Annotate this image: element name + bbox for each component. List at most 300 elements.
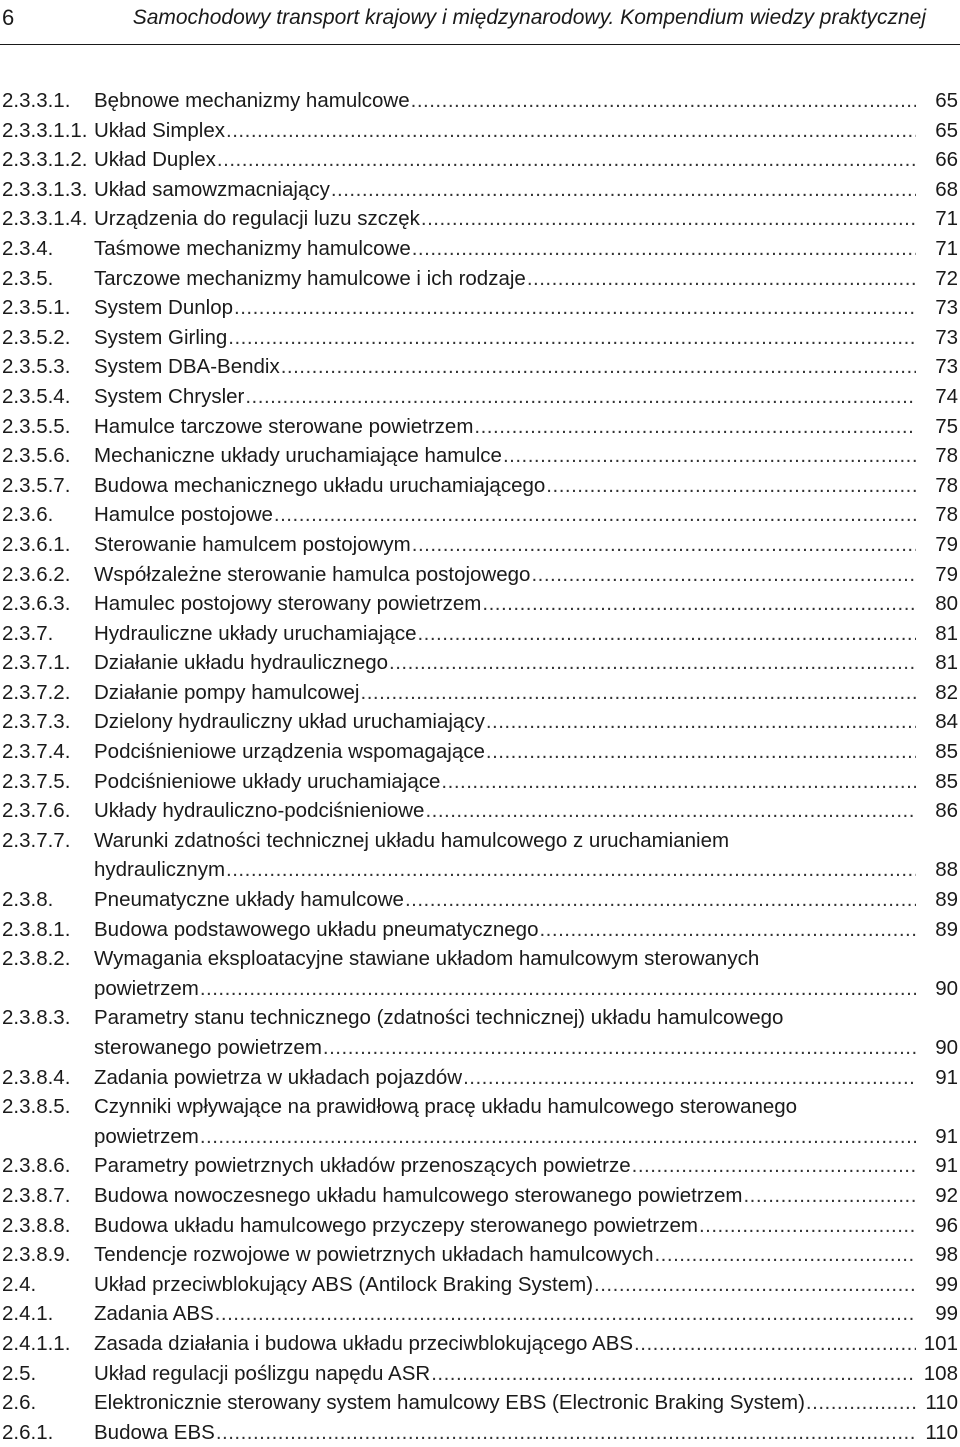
toc-entry-body [94, 471, 916, 501]
dot-leader [389, 648, 916, 678]
toc-entry-page: 78 [935, 473, 958, 497]
toc-entry-title: Urządzenia do regulacji luzu szczęk [94, 207, 420, 231]
dot-leader [274, 500, 916, 530]
toc-entry-title: Parametry powietrznych układów przenoszących powietrze [94, 1154, 631, 1178]
toc-entry-leader-line [94, 1033, 916, 1063]
toc-entry-number: 2.6.1. [2, 1420, 54, 1444]
dot-leader [421, 204, 916, 234]
toc-entry-body [94, 796, 916, 826]
toc-entry-page: 96 [935, 1213, 958, 1237]
toc-entry-number: 2.3.3.1.2. [2, 148, 88, 172]
dot-leader [503, 441, 916, 471]
toc-entry-body [94, 1359, 916, 1389]
toc-entry-title: Sterowanie hamulcem postojowym [94, 532, 411, 556]
toc-entry-page: 89 [935, 888, 958, 912]
toc-entry-body [94, 1270, 916, 1300]
toc-entry [0, 352, 958, 382]
running-header [0, 0, 960, 45]
toc-entry-title-line: Warunki zdatności technicznej układu hamulcowego z uruchamianiem [94, 828, 730, 852]
toc-entry [0, 1299, 958, 1329]
toc-entry-number: 2.3.8.9. [2, 1243, 71, 1267]
toc-entry [0, 796, 958, 826]
dot-leader [216, 1418, 916, 1447]
toc-entry-number: 2.3.5. [2, 266, 54, 290]
dot-leader [331, 175, 916, 205]
toc-entry-body [94, 1181, 916, 1211]
toc-entry-leader-line [94, 1270, 916, 1300]
toc-entry-leader-line [94, 204, 916, 234]
toc-entry-page: 86 [935, 799, 958, 823]
toc-entry-title: Układ Duplex [94, 148, 216, 172]
toc-entry-title: System Dunlop [94, 296, 234, 320]
toc-entry [0, 175, 958, 205]
toc-entry-title: Bębnowe mechanizmy hamulcowe [94, 89, 410, 112]
toc-entry-leader-line [94, 175, 916, 205]
toc-entry-number: 2.3.7. [2, 621, 54, 645]
toc-entry-number: 2.4.1.1. [2, 1331, 71, 1355]
toc-entry-number: 2.3.7.3. [2, 710, 71, 734]
toc-entry-page: 108 [923, 1361, 958, 1385]
toc-entry-page: 73 [935, 296, 958, 320]
toc-entry-title: Budowa układu hamulcowego przyczepy sterowanego powietrzem [94, 1213, 698, 1237]
dot-leader [425, 796, 916, 826]
toc-entry-body [94, 293, 916, 323]
dot-leader [594, 1270, 916, 1300]
toc-entry-page: 98 [935, 1243, 958, 1267]
toc-entry-number: 2.3.7.7. [2, 828, 71, 852]
toc-entry-leader-line [94, 707, 916, 737]
toc-entry-page: 75 [935, 414, 958, 438]
toc-entry-leader-line [94, 619, 916, 649]
toc-entry-title: Hydrauliczne układy uruchamiające [94, 621, 417, 645]
toc-entry-page: 88 [935, 858, 958, 882]
dot-leader [463, 1063, 916, 1093]
dot-leader [474, 412, 916, 442]
toc-entry-number: 2.3.7.6. [2, 799, 71, 823]
toc-entry-title: Tarczowe mechanizmy hamulcowe i ich rodzaje [94, 266, 526, 290]
dot-leader [200, 974, 916, 1004]
toc-entry-leader-line [94, 1211, 916, 1241]
toc-entry-title: System Chrysler [94, 384, 245, 408]
toc-entry-body [94, 1092, 916, 1151]
toc-entry-title: Układ regulacji poślizgu napędu ASR [94, 1361, 431, 1385]
toc-entry [0, 530, 958, 560]
toc-entry-title: sterowanego powietrzem [94, 1036, 322, 1059]
toc-entry [0, 500, 958, 530]
toc-entry [0, 264, 958, 294]
toc-entry-number: 2.3.6. [2, 503, 54, 527]
toc-entry-page: 81 [935, 651, 958, 675]
toc-entry-body [94, 1299, 916, 1329]
toc-entry [0, 412, 958, 442]
dot-leader [417, 619, 916, 649]
toc-entry-leader-line [94, 1122, 916, 1152]
toc-entry-number: 2.3.3.1.1. [2, 118, 88, 142]
toc-entry-page: 79 [935, 532, 958, 556]
toc-entry-number: 2.3.4. [2, 236, 54, 260]
toc-entry-page: 78 [935, 444, 958, 468]
toc-entry-number: 2.4.1. [2, 1302, 54, 1326]
toc-entry-number: 2.5. [2, 1361, 37, 1385]
page-number: 6 [2, 5, 15, 30]
toc-entry [0, 1418, 958, 1447]
toc-entry-page: 71 [935, 236, 958, 260]
toc-entry-leader-line [94, 855, 916, 885]
toc-entry-leader-line [94, 1418, 916, 1447]
toc-entry-page: 101 [923, 1331, 958, 1355]
toc-entry-leader-line [94, 589, 916, 619]
toc-entry-number: 2.4. [2, 1272, 37, 1296]
toc-entry-body [94, 619, 916, 649]
toc-entry-leader-line [94, 145, 916, 175]
toc-entry-leader-line [94, 293, 916, 323]
toc-entry-body [94, 1003, 916, 1062]
toc-entry-body [94, 323, 916, 353]
toc-entry-title: Układ przeciwblokujący ABS (Antilock Braking System) [94, 1272, 594, 1296]
toc-entry-number: 2.3.6.3. [2, 592, 71, 616]
toc-entry [0, 826, 958, 885]
toc-entry-body [94, 412, 916, 442]
toc-entry [0, 1359, 958, 1389]
toc-entry-title: Zasada działania i budowa układu przeciwblokującego ABS [94, 1331, 634, 1355]
dot-leader [217, 145, 916, 175]
toc-entry-page: 92 [935, 1183, 958, 1207]
toc-entry-leader-line [94, 116, 916, 146]
toc-entry [0, 944, 958, 1003]
toc-entry-number: 2.3.3.1.4. [2, 207, 88, 231]
toc-entry-title: Dzielony hydrauliczny układ uruchamiający [94, 710, 485, 734]
toc-entry-leader-line [94, 234, 916, 264]
toc-entry-number: 2.3.3.1. [2, 89, 71, 112]
toc-entry-body [94, 441, 916, 471]
toc-entry-page: 99 [935, 1302, 958, 1326]
toc-entry [0, 678, 958, 708]
toc-entry-number: 2.3.8.2. [2, 947, 71, 971]
toc-entry-leader-line [94, 678, 916, 708]
toc-entry-page: 80 [935, 592, 958, 616]
dot-leader [486, 737, 916, 767]
toc-entry-title: Układ samowzmacniający [94, 177, 330, 201]
toc-entry-body [94, 204, 916, 234]
toc-entry-leader-line [94, 1151, 916, 1181]
toc-entry [0, 441, 958, 471]
toc-entry-page: 71 [935, 207, 958, 231]
toc-entry-leader-line [94, 767, 916, 797]
dot-leader [441, 767, 916, 797]
toc-entry-title: Mechaniczne układy uruchamiające hamulce [94, 444, 502, 468]
toc-entry [0, 589, 958, 619]
toc-entry-leader-line [94, 382, 916, 412]
toc-entry-leader-line [94, 560, 916, 590]
toc-entry-title: Elektronicznie sterowany system hamulcowy EBS (Electronic Braking System) [94, 1391, 805, 1415]
toc-entry [0, 1181, 958, 1211]
toc-entry-title: Działanie układu hydraulicznego [94, 651, 389, 675]
toc-entry-title: Tendencje rozwojowe w powietrznych układach hamulcowych [94, 1243, 654, 1267]
toc-entry-page: 99 [935, 1272, 958, 1296]
dot-leader [200, 1122, 916, 1152]
toc-entry-page: 110 [925, 1391, 958, 1415]
toc-entry-page: 82 [935, 680, 958, 704]
dot-leader [806, 1388, 916, 1418]
toc-entry-number: 2.6. [2, 1391, 37, 1415]
toc-entry [0, 323, 958, 353]
dot-leader [527, 264, 916, 294]
toc-entry-leader-line [94, 441, 916, 471]
toc-entry-leader-line [94, 352, 916, 382]
toc-entry-leader-line [94, 885, 916, 915]
dot-leader [539, 915, 916, 945]
toc-entry [0, 471, 958, 501]
toc-entry-number: 2.3.7.2. [2, 680, 71, 704]
toc-entry [0, 1092, 958, 1151]
toc-entry-body [94, 86, 916, 116]
toc-entry-body [94, 1063, 916, 1093]
toc-entry-body [94, 116, 916, 146]
toc-entry [0, 1329, 958, 1359]
toc-entry-leader-line [94, 796, 916, 826]
toc-entry-number: 2.3.7.1. [2, 651, 71, 675]
toc-entry-title: Układy hydrauliczno-podciśnieniowe [94, 799, 425, 823]
toc-entry [0, 1240, 958, 1270]
toc-entry-title: Podciśnieniowe układy uruchamiające [94, 769, 441, 793]
toc-entry-leader-line [94, 974, 916, 1004]
toc-entry-page: 65 [935, 89, 958, 112]
toc-entry-leader-line [94, 1388, 916, 1418]
toc-entry-number: 2.3.8.1. [2, 917, 71, 941]
dot-leader [226, 855, 916, 885]
toc-entry [0, 707, 958, 737]
toc-entry [0, 1063, 958, 1093]
toc-entry-page: 85 [935, 769, 958, 793]
toc-entry-leader-line [94, 530, 916, 560]
toc-entry-page: 65 [935, 118, 958, 142]
toc-entry-number: 2.3.8.7. [2, 1183, 71, 1207]
toc-entry-title: System Girling [94, 325, 228, 349]
dot-leader [226, 116, 916, 146]
toc-entry-body [94, 944, 916, 1003]
toc-entry-title: Hamulec postojowy sterowany powietrzem [94, 592, 482, 616]
toc-entry-number: 2.3.5.2. [2, 325, 71, 349]
toc-entry-body [94, 1151, 916, 1181]
toc-entry-title: Podciśnieniowe urządzenia wspomagające [94, 740, 485, 764]
toc-entry-body [94, 500, 916, 530]
toc-entry-page: 90 [935, 976, 958, 1000]
toc-entry-body [94, 1211, 916, 1241]
dot-leader [215, 1299, 916, 1329]
toc-entry-page: 72 [935, 266, 958, 290]
toc-entry [0, 234, 958, 264]
dot-leader [411, 86, 916, 116]
toc-entry [0, 145, 958, 175]
toc-entry-page: 85 [935, 740, 958, 764]
toc-entry-leader-line [94, 1359, 916, 1389]
dot-leader [431, 1359, 916, 1389]
toc-entry-leader-line [94, 1240, 916, 1270]
toc-entry [0, 1151, 958, 1181]
toc-entry-body [94, 1329, 916, 1359]
toc-entry [0, 86, 958, 116]
toc-entry-title: Taśmowe mechanizmy hamulcowe [94, 236, 411, 260]
dot-leader [412, 234, 916, 264]
toc-entry-leader-line [94, 1063, 916, 1093]
toc-entry-body [94, 264, 916, 294]
dot-leader [234, 293, 916, 323]
toc-entry-page: 91 [935, 1124, 958, 1148]
toc-entry-number: 2.3.6.1. [2, 532, 71, 556]
toc-entry-body [94, 560, 916, 590]
toc-entry-number: 2.3.5.1. [2, 296, 71, 320]
toc-entry [0, 1003, 958, 1062]
toc-entry-title: hydraulicznym [94, 858, 226, 882]
dot-leader [531, 560, 916, 590]
toc-entry-body [94, 826, 916, 885]
toc-entry-page: 91 [935, 1154, 958, 1178]
toc-entry-body [94, 145, 916, 175]
toc-entry-body [94, 678, 916, 708]
toc-entry-title-line: Parametry stanu technicznego (zdatności technicznej) układu hamulcowego [94, 1006, 784, 1030]
toc-entry-page: 90 [935, 1036, 958, 1059]
dot-leader [228, 323, 916, 353]
toc-entry-title: Hamulce tarczowe sterowane powietrzem [94, 414, 474, 438]
toc-entry-title: Zadania ABS [94, 1302, 214, 1326]
toc-entry-page: 79 [935, 562, 958, 586]
toc-entry-page: 91 [935, 1065, 958, 1089]
toc-entry-page: 110 [925, 1420, 958, 1444]
toc-entry-body [94, 175, 916, 205]
toc-entry-number: 2.3.6.2. [2, 562, 71, 586]
toc-entry-title: Hamulce postojowe [94, 503, 273, 527]
dot-leader [323, 1033, 916, 1063]
toc-entry-page: 73 [935, 325, 958, 349]
toc-entry-body [94, 885, 916, 915]
toc-entry-leader-line [94, 1329, 916, 1359]
dot-leader [281, 352, 916, 382]
dot-leader [546, 471, 916, 501]
toc-entry-title-line: Wymagania eksploatacyjne stawiane układom hamulcowym sterowanych [94, 947, 760, 971]
toc-entry-number: 2.3.5.7. [2, 473, 71, 497]
toc-entry-leader-line [94, 737, 916, 767]
toc-entry-title: Układ Simplex [94, 118, 226, 142]
toc-entry-leader-line [94, 915, 916, 945]
toc-entry [0, 1388, 958, 1418]
toc-entry-number: 2.3.7.4. [2, 740, 71, 764]
toc-entry-leader-line [94, 500, 916, 530]
toc-entry-number: 2.3.8.6. [2, 1154, 71, 1178]
toc-entry-leader-line [94, 323, 916, 353]
toc-entry-title-line: Czynniki wpływające na prawidłową pracę układu hamulcowego sterowanego [94, 1095, 798, 1119]
toc-entry-title: System DBA-Bendix [94, 355, 280, 379]
toc-entry [0, 885, 958, 915]
toc-entry-body [94, 1240, 916, 1270]
toc-entry-body [94, 767, 916, 797]
toc-entry-leader-line [94, 264, 916, 294]
toc-entry-body [94, 589, 916, 619]
toc-entry [0, 737, 958, 767]
toc-entry-title: Budowa nowoczesnego układu hamulcowego sterowanego powietrzem [94, 1183, 743, 1207]
dot-leader [361, 678, 917, 708]
toc-entry-page: 74 [935, 384, 958, 408]
toc-entry-title: Współzależne sterowanie hamulca postojowego [94, 562, 531, 586]
toc-entry-leader-line [94, 86, 916, 116]
toc-entry-body [94, 1418, 916, 1447]
toc-entry-page: 78 [935, 503, 958, 527]
dot-leader [743, 1181, 916, 1211]
toc-entry-title: powietrzem [94, 976, 199, 1000]
toc-entry-body [94, 737, 916, 767]
toc-entry [0, 382, 958, 412]
toc-entry-title: Budowa mechanicznego układu uruchamiającego [94, 473, 546, 497]
toc-entry-body [94, 707, 916, 737]
dot-leader [654, 1240, 916, 1270]
toc-entry-leader-line [94, 412, 916, 442]
toc-entry-number: 2.3.8.8. [2, 1213, 71, 1237]
dot-leader [632, 1151, 916, 1181]
toc-entry [0, 648, 958, 678]
toc-entry-body [94, 382, 916, 412]
toc-entry-title: Pneumatyczne układy hamulcowe [94, 888, 404, 912]
toc-entry [0, 1270, 958, 1300]
toc-entry-number: 2.3.5.5. [2, 414, 71, 438]
toc-entry [0, 767, 958, 797]
toc-entry-number: 2.3.3.1.3. [2, 177, 88, 201]
toc-entry-leader-line [94, 1299, 916, 1329]
toc-entry [0, 1211, 958, 1241]
dot-leader [699, 1211, 916, 1241]
toc-entry-number: 2.3.8. [2, 888, 54, 912]
toc-entry-title: Działanie pompy hamulcowej [94, 680, 360, 704]
toc-entry-number: 2.3.5.3. [2, 355, 71, 379]
toc-entry-number: 2.3.7.5. [2, 769, 71, 793]
table-of-contents [0, 86, 958, 1447]
toc-entry-page: 89 [935, 917, 958, 941]
toc-entry-body [94, 915, 916, 945]
toc-entry-body [94, 1388, 916, 1418]
toc-entry-page: 73 [935, 355, 958, 379]
dot-leader [634, 1329, 916, 1359]
dot-leader [405, 885, 916, 915]
dot-leader [245, 382, 916, 412]
toc-entry-body [94, 234, 916, 264]
running-title: Samochodowy transport krajowy i międzynarodowy. Kompendium wiedzy praktycznej [132, 6, 926, 29]
toc-entry [0, 204, 958, 234]
toc-entry [0, 116, 958, 146]
toc-entry-number: 2.3.8.3. [2, 1006, 71, 1030]
dot-leader [482, 589, 916, 619]
toc-entry-page: 66 [935, 148, 958, 172]
toc-entry-leader-line [94, 648, 916, 678]
toc-entry-page: 84 [935, 710, 958, 734]
toc-entry-page: 81 [935, 621, 958, 645]
dot-leader [486, 707, 916, 737]
toc-entry-body [94, 352, 916, 382]
toc-entry-body [94, 648, 916, 678]
dot-leader [412, 530, 916, 560]
toc-entry-leader-line [94, 471, 916, 501]
toc-entry-number: 2.3.8.4. [2, 1065, 71, 1089]
toc-entry-number: 2.3.5.4. [2, 384, 71, 408]
toc-entry [0, 619, 958, 649]
toc-entry [0, 560, 958, 590]
toc-entry [0, 293, 958, 323]
toc-entry-title: Budowa podstawowego układu pneumatycznego [94, 917, 539, 941]
toc-entry-number: 2.3.8.5. [2, 1095, 71, 1119]
toc-entry-number: 2.3.5.6. [2, 444, 71, 468]
toc-entry-page: 68 [935, 177, 958, 201]
toc-entry-leader-line [94, 1181, 916, 1211]
toc-entry-title: powietrzem [94, 1124, 199, 1148]
toc-entry [0, 915, 958, 945]
toc-entry-body [94, 530, 916, 560]
